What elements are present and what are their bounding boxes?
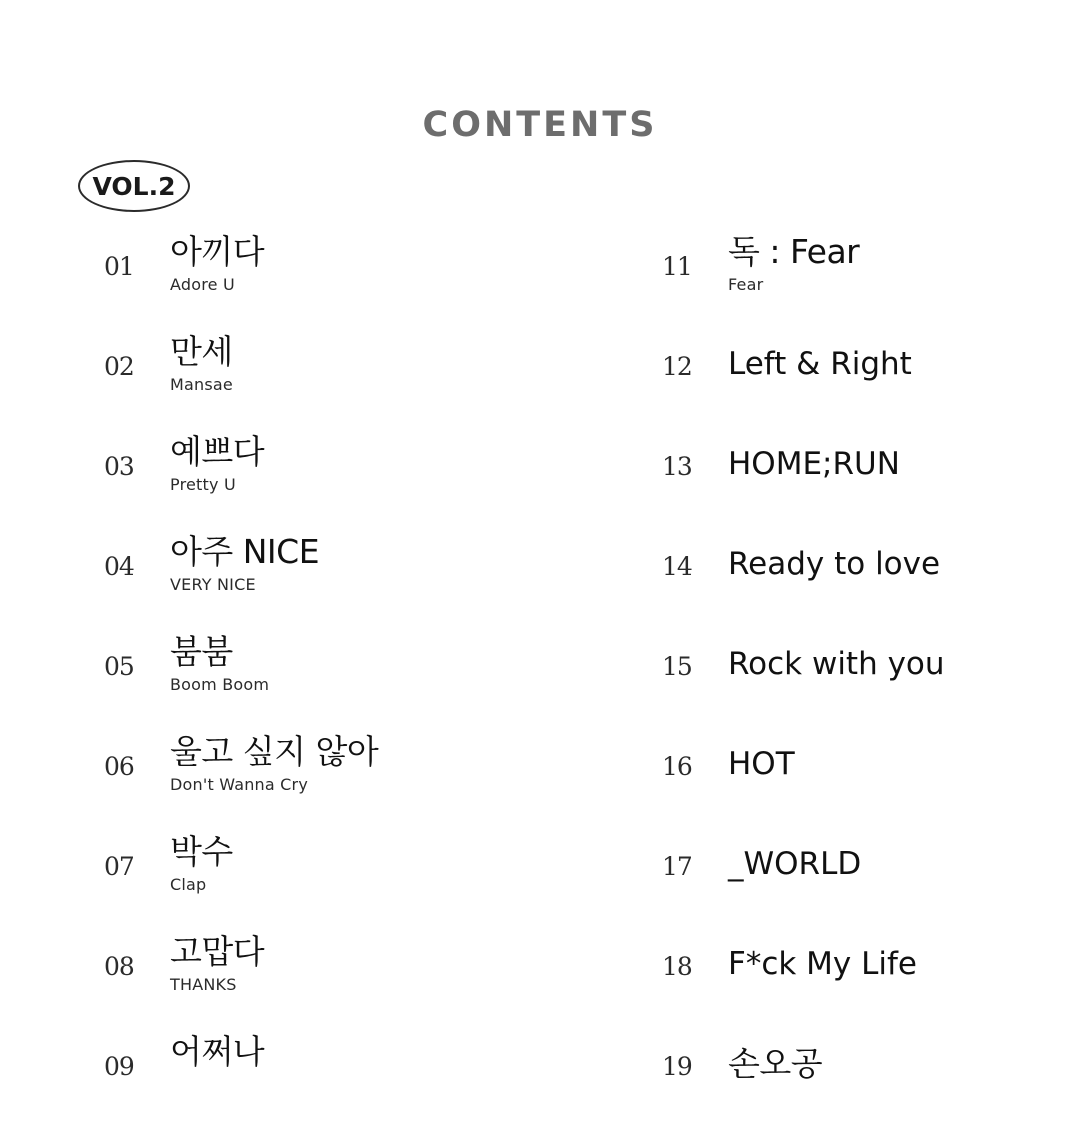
track-subtitle: Mansae	[170, 375, 233, 394]
page-title: CONTENTS	[422, 105, 658, 145]
track-text	[170, 226, 540, 296]
track-text	[170, 926, 540, 996]
track-number: 14	[662, 552, 692, 581]
track-number: 01	[104, 252, 134, 281]
list-item[interactable]	[662, 1026, 1080, 1126]
list-item[interactable]	[104, 326, 540, 426]
track-title: 독 : Fear	[728, 232, 860, 271]
track-number: 12	[662, 352, 692, 381]
track-subtitle: THANKS	[170, 975, 237, 994]
track-title: 어쩌나	[170, 1032, 265, 1071]
list-item[interactable]	[104, 826, 540, 926]
track-text	[170, 326, 540, 396]
list-item[interactable]	[104, 726, 540, 826]
track-text	[728, 626, 1080, 684]
list-item[interactable]	[662, 626, 1080, 726]
track-title: HOME;RUN	[728, 446, 900, 482]
track-number: 16	[662, 752, 692, 781]
list-item[interactable]	[104, 1026, 540, 1126]
list-item[interactable]	[662, 526, 1080, 626]
volume-badge: VOL.2	[78, 160, 190, 212]
track-number: 11	[662, 252, 692, 281]
track-text	[170, 1026, 540, 1074]
tracklist-left-column	[0, 226, 540, 1126]
track-title: 아끼다	[170, 232, 265, 271]
list-item[interactable]	[662, 726, 1080, 826]
track-subtitle: Don't Wanna Cry	[170, 775, 308, 794]
track-number: 17	[662, 852, 692, 881]
track-subtitle: Adore U	[170, 275, 235, 294]
track-subtitle: Boom Boom	[170, 675, 270, 694]
track-title: _WORLD	[728, 846, 862, 882]
track-text	[170, 426, 540, 496]
track-text	[728, 326, 1080, 384]
track-text	[728, 526, 1080, 584]
track-title: 예쁘다	[170, 432, 265, 471]
list-item[interactable]	[662, 226, 1080, 326]
list-item[interactable]	[104, 626, 540, 726]
list-item[interactable]	[662, 926, 1080, 1026]
list-item[interactable]	[662, 826, 1080, 926]
track-title: 손오공	[728, 1044, 823, 1083]
list-item[interactable]	[662, 326, 1080, 426]
track-title: Left & Right	[728, 346, 912, 382]
track-subtitle: Clap	[170, 875, 207, 894]
track-title: Ready to love	[728, 546, 941, 582]
track-title: 만세	[170, 332, 233, 371]
list-item[interactable]	[662, 426, 1080, 526]
track-text	[728, 1026, 1080, 1084]
list-item[interactable]	[104, 226, 540, 326]
track-number: 13	[662, 452, 692, 481]
track-number: 07	[104, 852, 134, 881]
track-number: 15	[662, 652, 692, 681]
track-number: 05	[104, 652, 134, 681]
list-item[interactable]	[104, 526, 540, 626]
track-number: 08	[104, 952, 134, 981]
track-text	[170, 826, 540, 896]
track-title: 고맙다	[170, 932, 265, 971]
track-text	[728, 726, 1080, 784]
track-number: 09	[104, 1052, 134, 1081]
track-title: 아주 NICE	[170, 532, 320, 571]
track-number: 02	[104, 352, 134, 381]
tracklist-right-column	[540, 226, 1080, 1126]
track-title: 박수	[170, 832, 233, 871]
track-number: 06	[104, 752, 134, 781]
track-text	[728, 226, 1080, 296]
track-text	[170, 626, 540, 696]
track-text	[170, 726, 540, 796]
track-title: Rock with you	[728, 646, 945, 682]
list-item[interactable]	[104, 926, 540, 1026]
track-subtitle: Pretty U	[170, 475, 236, 494]
track-title: HOT	[728, 746, 795, 782]
track-subtitle: VERY NICE	[170, 575, 256, 594]
track-subtitle: Fear	[728, 275, 764, 294]
track-number: 03	[104, 452, 134, 481]
track-number: 19	[662, 1052, 692, 1081]
tracklist-columns	[0, 226, 1080, 1126]
track-text	[728, 426, 1080, 484]
track-title: 울고 싶지 않아	[170, 732, 379, 771]
track-text	[728, 926, 1080, 984]
track-number: 04	[104, 552, 134, 581]
track-number: 18	[662, 952, 692, 981]
track-title: F*ck My Life	[728, 946, 917, 982]
track-text	[170, 526, 540, 596]
track-title: 붐붐	[170, 632, 233, 671]
track-text	[728, 826, 1080, 884]
list-item[interactable]	[104, 426, 540, 526]
